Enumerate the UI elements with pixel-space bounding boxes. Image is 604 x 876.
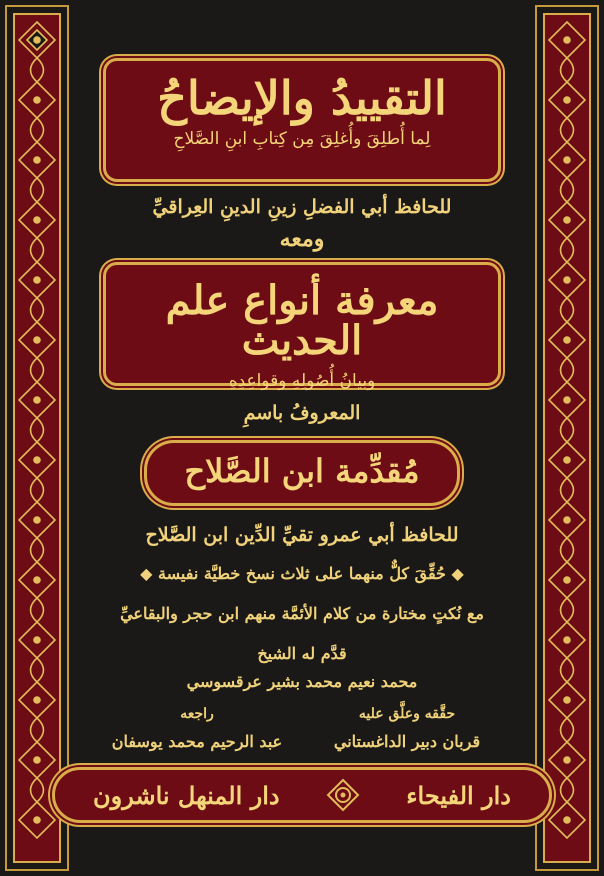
author1-line: للحافظ أبي الفضلِ زينِ الدينِ العِراقيِّ (152, 196, 452, 218)
editor-name: قربان دبير الداغستاني (333, 732, 481, 751)
notes-line: مع نُكتٍ مختارة من كلام الأئمَّة منهم ابن حجر والبقاعيِّ (120, 604, 484, 623)
third-title: مُقدِّمة ابن الصَّلاح (184, 452, 420, 490)
intro-label: قدَّم له الشيخ (257, 644, 347, 663)
diamond-right-icon: ◆ (140, 564, 159, 583)
left-ornamental-border (0, 0, 74, 876)
ornament-medallion-icon (326, 778, 360, 812)
credits-names (74, 732, 530, 751)
known-as-line: المعروفُ باسمِ (243, 402, 361, 424)
third-title-panel (144, 440, 460, 506)
credits-labels (74, 706, 530, 722)
cover-center (74, 0, 530, 876)
intro-name: محمد نعيم محمد بشير عرقسوسي (186, 672, 418, 691)
main-title-panel (103, 58, 501, 182)
with-label: ومعه (279, 226, 325, 252)
manuscripts-line: ◆ حُقِّقَ كلٌّ منهما على ثلاث نسخ خطيَّة نفيسة ◆ (140, 564, 464, 583)
reviewer-name: عبد الرحيم محمد يوسفان (111, 732, 283, 751)
reviewer-label: راجعه (180, 706, 214, 722)
second-title: معرفة أنواع علم الحديث (165, 277, 439, 364)
main-title: التقييدُ والإيضاحُ (157, 71, 447, 125)
publisher-right: دار الفيحاء (406, 780, 511, 810)
second-title-panel (103, 262, 501, 391)
publisher-bar (52, 767, 552, 823)
main-subtitle: لِما أُطلِقَ وأُغلِقَ مِن كِتابِ ابنِ الصَّلاحِ (173, 129, 431, 149)
diamond-left-icon: ◆ (445, 564, 464, 583)
author2-line: للحافظ أبي عمرو تقيِّ الدِّين ابن الصَّلاح (145, 524, 459, 546)
publisher-left: دار المنهل ناشرون (93, 780, 280, 810)
second-subtitle: وبيانُ أُصُولِهِ وقواعِدِهِ (228, 371, 376, 391)
editor-label: حقَّقه وعلَّق عليه (358, 706, 456, 722)
right-ornamental-border (530, 0, 604, 876)
